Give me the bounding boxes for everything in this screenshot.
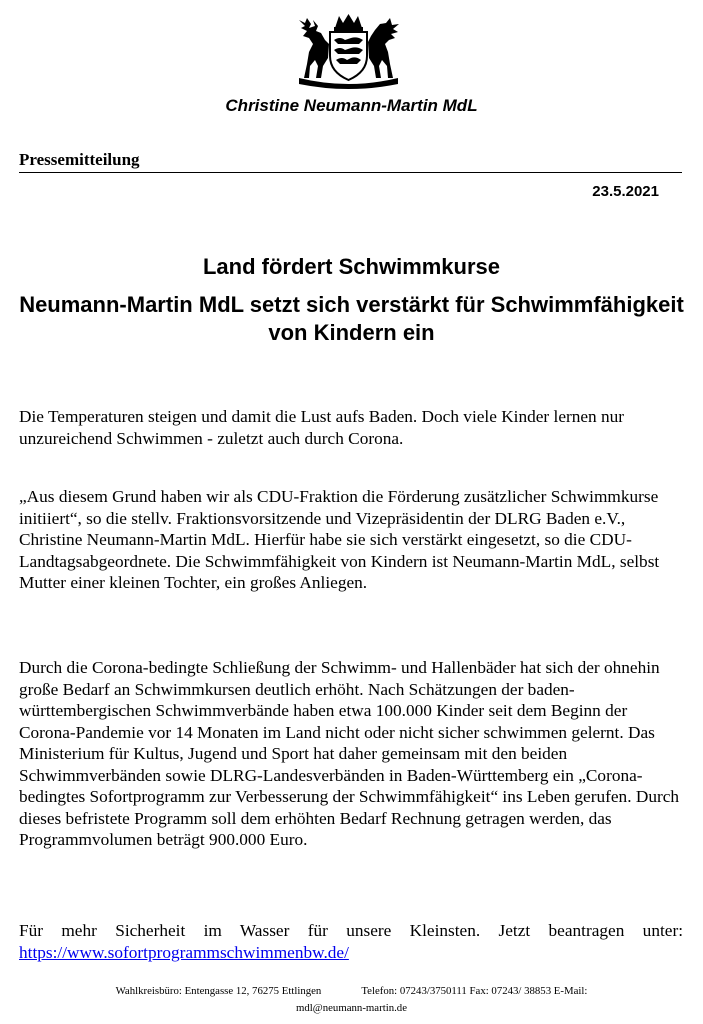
- coat-of-arms-icon: [285, 14, 412, 92]
- footer: [0, 983, 703, 1017]
- footer-email: mdl@neumann-martin.de: [296, 1002, 407, 1014]
- footer-contact: Telefon: 07243/3750111 Fax: 07243/ 38853 E-Mail:: [361, 985, 588, 997]
- footer-office-address: Wahlkreisbüro: Entengasse 12, 76275 Ettlingen: [115, 985, 322, 997]
- author-name: Christine Neumann-Martin MdL: [225, 96, 478, 115]
- subheadline: Neumann-Martin MdL setzt sich verstärkt für Schwimmfähigkeit von Kindern ein: [19, 292, 684, 345]
- call-to-action-text: Für mehr Sicherheit im Wasser für unsere Kleinsten. Jetzt beantragen unter:: [19, 921, 683, 940]
- headline: Land fördert Schwimmkurse: [202, 254, 501, 279]
- header-divider: [19, 172, 682, 173]
- program-link[interactable]: https://www.sofortprogrammschwimmenbw.de/: [19, 942, 349, 962]
- body-paragraph-1: Die Temperaturen steigen und damit die Lust aufs Baden. Doch viele Kinder lernen nur unzureichend Schwimmen - zuletzt auch durch Corona.: [19, 407, 625, 448]
- document-type-label: Pressemitteilung: [19, 150, 140, 169]
- body-paragraph-3: Durch die Corona-bedingte Schließung der Schwimm- und Hallenbäder hat sich der ohnehin große Bedarf an Schwimmkursen deutlich erhöht. Nach Schätzungen der baden-württembergischen Schwimmverbände haben etwa 100.000 Kinder seit dem Beginn der Corona-Pandemie vor 14 Monaten im Land nicht oder nicht sicher schwimmen gelernt. Das Ministerium für Kultus, Jugend und Sport hat daher gemeinsam mit den beiden Schwimmverbänden sowie DLRG-Landesverbänden in Baden-Württemberg ein „Corona-bedingtes Sofortprogramm zur Verbesserung der Schwimmfähigkeit“ ins Leben gerufen. Durch dieses befristete Programm soll dem erhöhten Bedarf Rechnung getragen werden, das Programmvolumen beträgt 900.000 Euro.: [19, 658, 680, 849]
- release-date: 23.5.2021: [592, 183, 659, 200]
- body-paragraph-2: „Aus diesem Grund haben wir als CDU-Fraktion die Förderung zusätzlicher Schwimmkurse initiiert“, so die stellv. Fraktionsvorsitzende und Vizepräsidentin der DLRG Baden e.V., Christine Neumann-Martin MdL. Hierfür habe sie sich verstärkt eingesetzt, so die CDU-Landtagsabgeordnete. Die Schwimmfähigkeit von Kindern ist Neumann-Martin MdL, selbst Mutter einer kleinen Tochter, ein großes Anliegen.: [19, 487, 660, 592]
- body-paragraph-4: [19, 920, 683, 963]
